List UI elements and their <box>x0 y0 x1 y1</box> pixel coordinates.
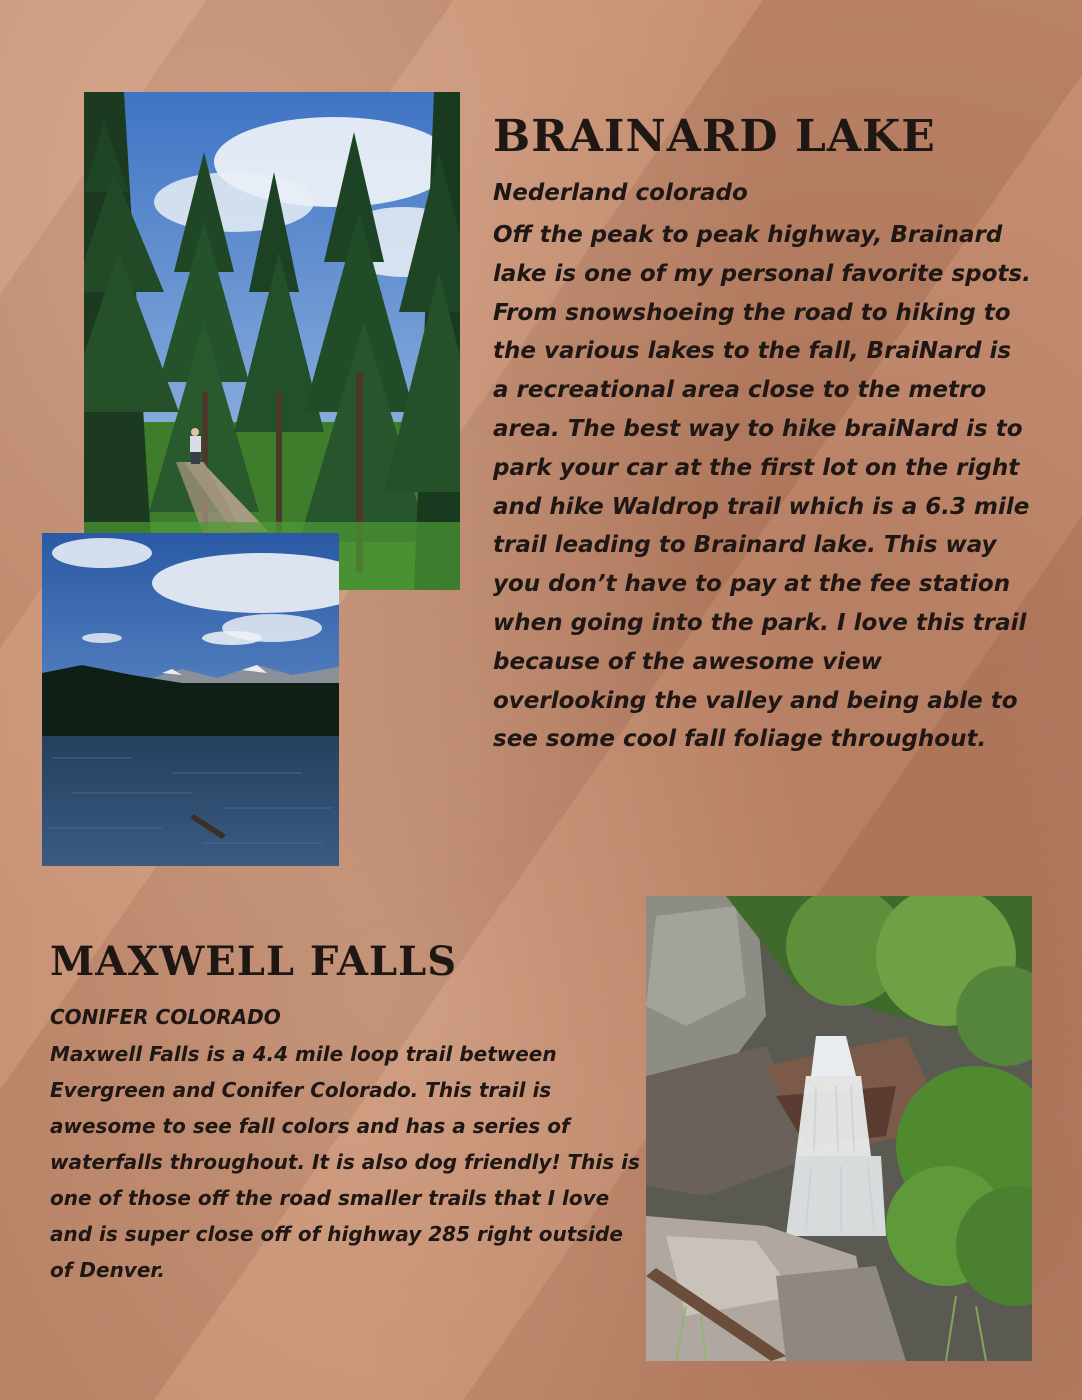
brainard-title: BRAINARD LAKE <box>493 111 936 162</box>
lake-mountain-photo <box>42 533 339 866</box>
waterfall-photo <box>646 896 1032 1361</box>
maxwell-description: Maxwell Falls is a 4.4 mile loop trail between Evergreen and Conifer Colorado. This trail is awesome to see fall colors and has a series of waterfalls throughout. It is also dog friendly! This is one of those off the road smaller trails that I love and is super close off of highway 285 right outside of Denver. <box>50 1042 640 1282</box>
maxwell-location: CONIFER COLORADO <box>50 1005 281 1029</box>
forest-trail-photo <box>84 92 460 590</box>
maxwell-title: MAXWELL FALLS <box>50 938 458 985</box>
brainard-location: Nederland colorado <box>493 180 748 206</box>
brainard-description: Off the peak to peak highway, Brainard lake is one of my personal favorite spots. From snowshoeing the road to hiking to the various lakes to the fall, BraiNard is a recreational area close to the metro area. The best way to hike braiNard is to park your car at the first lot on the right and hike Waldrop trail which is a 6.3 mile trail leading to Brainard lake. This way you don’t have to pay at the fee station when going into the park. I love this trail because of the awesome view overlooking the valley and being able to see some cool fall foliage throughout. <box>493 222 1031 753</box>
